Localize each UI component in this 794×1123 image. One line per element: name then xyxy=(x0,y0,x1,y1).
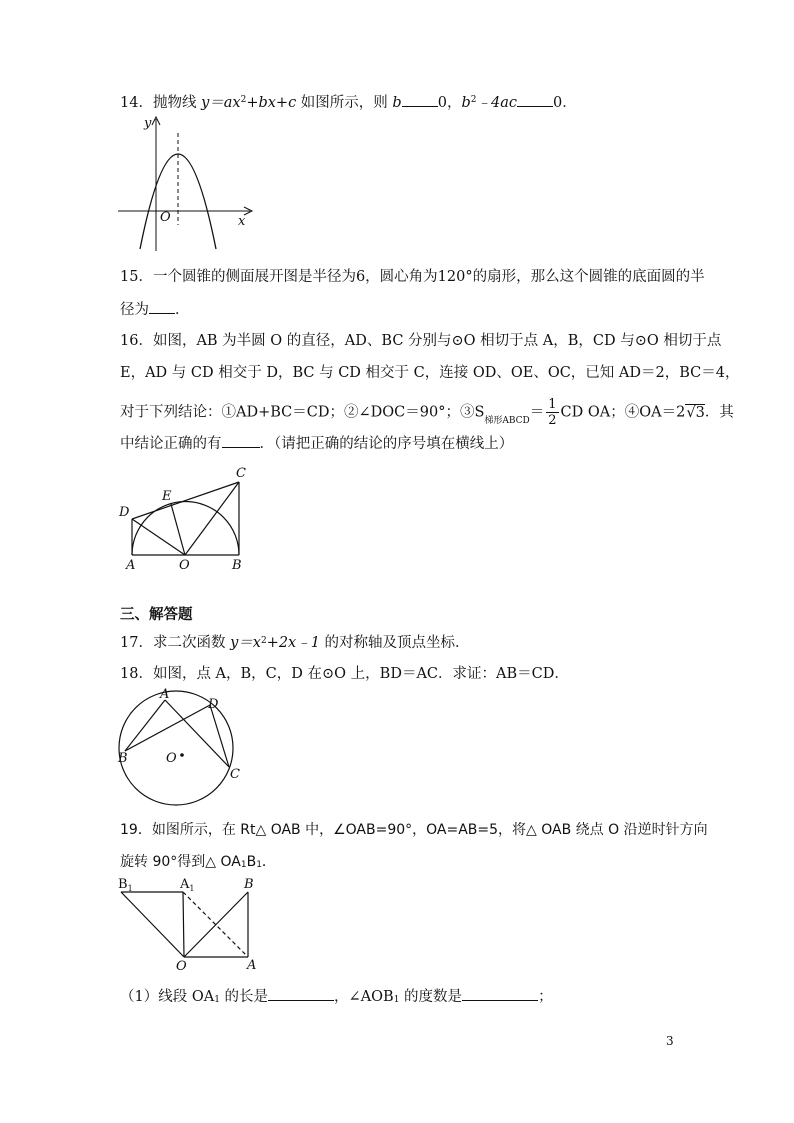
q14-parabola-figure xyxy=(118,115,258,255)
q16-semicircle xyxy=(132,502,239,556)
q18-text: 18．如图，点 A，B，C，D 在⊙O 上，BD＝AC．求证：AB＝CD． xyxy=(120,666,569,682)
q14-blank-2[interactable] xyxy=(517,92,553,107)
q19-label-o: O xyxy=(176,959,187,974)
q16-line-2: E，AD 与 CD 相交于 D，BC 与 CD 相交于 C，连接 OD、OE、OC，已知 AD＝2，BC＝4， xyxy=(120,365,740,381)
q16-line-1: 16．如图，AB 为半圆 O 的直径，AD、BC 分别与⊙O 相切于点 A，B，CD 与⊙O 相切于点 xyxy=(120,333,722,349)
q18-center-dot xyxy=(180,753,184,757)
q19-line-2: 旋转 90°得到△ $OA_1B_1$． xyxy=(120,854,276,870)
q14-label-o: O xyxy=(160,210,171,225)
q16-fraction: $\frac{1}{2}$ xyxy=(548,397,557,428)
q19-seg-a1-o xyxy=(183,892,184,957)
q19-part-1: （1）线段 $OA_1$ 的长是 ，$\angle AOB_1$ 的度数是 ； xyxy=(120,986,553,1007)
q14-label-x: x xyxy=(238,214,246,229)
q16-label-a: A xyxy=(126,558,136,573)
q18-label-c: C xyxy=(230,767,240,782)
q15-line-1: 15．一个圆锥的侧面展开图是半径为6，圆心角为120°的扇形，那么这个圆锥的底面圆的半 xyxy=(120,269,705,285)
q19-part1-blank-2[interactable] xyxy=(462,986,538,1001)
q16-sqrt: √3 xyxy=(686,404,705,421)
q18-label-b: B xyxy=(118,751,128,766)
q14-label-y: y xyxy=(144,116,152,131)
q16-label-o: O xyxy=(179,558,190,573)
q16-blank[interactable] xyxy=(222,433,260,448)
q19-label-b1: $B_1$ xyxy=(118,877,133,893)
q16-seg-dc xyxy=(132,482,239,519)
q19-rotation-figure xyxy=(116,878,266,973)
q15-blank[interactable] xyxy=(149,299,175,314)
q18-label-a: A xyxy=(160,687,170,702)
q16-label-c: C xyxy=(236,466,246,481)
q16-line-4: 中结论正确的有 ．（请把正确的结论的序号填在横线上） xyxy=(120,433,513,454)
q19-line-1: 19．如图所示，在 Rt△ OAB 中，∠OAB=90°，OA=AB=5，将△ OAB 绕点 O 沿逆时针方向 xyxy=(120,822,708,838)
q19-label-b: B xyxy=(244,877,254,892)
q14-blank-1[interactable] xyxy=(402,92,438,107)
q18-label-d: D xyxy=(208,697,219,712)
q19-seg-b1-o xyxy=(121,892,184,957)
q19-part1-blank-1[interactable] xyxy=(268,986,334,1001)
q16-label-b: B xyxy=(232,558,242,573)
q16-label-d: D xyxy=(119,505,130,520)
q16-semicircle-figure xyxy=(118,468,258,578)
q17-text: 17．求二次函数 $y=x^2+2x﹣1$ 的对称轴及顶点坐标． xyxy=(120,635,470,651)
q18-label-o: O xyxy=(166,751,177,766)
q16-seg-oc xyxy=(185,482,239,555)
q18-seg-bd xyxy=(125,705,210,751)
q18-seg-ba xyxy=(125,700,165,751)
q14-text: 14．抛物线 $y=ax^2+bx+c$ 如图所示，则 b 0，$b^2﹣4ac$ 0． xyxy=(120,92,577,113)
q19-label-a: A xyxy=(247,958,257,973)
q16-label-e: E xyxy=(162,489,172,504)
q16-line-3: 对于下列结论：①AD+BC＝CD；②∠DOC＝90°；$③S_{梯形ABCD}=$ $\frac{1}{2}$ CD OA；④OA＝2√3．其 xyxy=(120,397,734,428)
q15-line-2: 径为 ． xyxy=(120,299,190,320)
page-number: 3 xyxy=(666,1034,674,1048)
section-title: 三、解答题 xyxy=(120,607,193,623)
q18-circle-figure xyxy=(116,688,246,808)
q19-label-a1: $A_1$ xyxy=(180,877,195,893)
